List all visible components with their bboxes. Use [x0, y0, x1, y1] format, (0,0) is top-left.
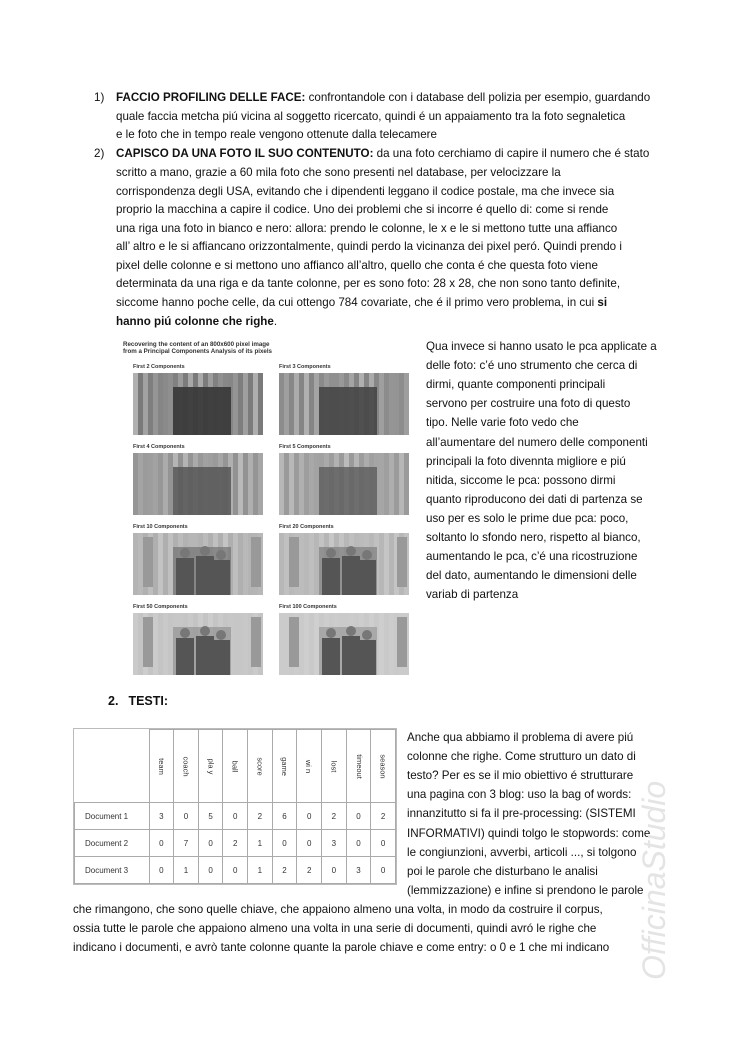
column-word: game	[280, 756, 290, 776]
table-cell: 2	[321, 803, 346, 830]
testi-full-line: che rimangono, che sono quelle chiave, che appaiono almeno una volta, in modo da costruire il corpus,	[73, 903, 603, 916]
table-corner	[75, 730, 150, 803]
list-item-2-line-8: determinata da una riga e da tante colonne, per es sono foto: 28 x 28, che non sono tanto definite,	[116, 277, 621, 290]
table-cell: 0	[297, 803, 322, 830]
pca-text-line: soltanto lo sfondo nero, rispetto al bianco,	[426, 531, 641, 544]
pca-panel	[133, 524, 263, 595]
watermark-text: OfficinaStudio	[636, 780, 672, 980]
figure-title-line-1: Recovering the content of an 800x600 pixel image	[123, 341, 270, 348]
table-cell: 2	[223, 830, 248, 857]
testi-side-line: le congiunzioni, avverbi, articoli ..., si tolgono	[407, 845, 637, 859]
testi-side-line: innanzitutto si fa il pre-processing: (SISTEMI	[407, 807, 636, 821]
table-cell: 0	[149, 830, 174, 857]
row-label: Document 1	[75, 803, 150, 830]
table-cell: 2	[297, 857, 322, 884]
pca-panel-label: First 5 Components	[279, 444, 331, 450]
pca-panel-image	[133, 613, 263, 675]
testi-full-line: indicano i documenti, e avrò tante colonne quante la parole chiave e come entry: o 0 e 1 che mi indicano	[73, 941, 610, 955]
table-cell: 1	[248, 830, 273, 857]
list-item-2-line-3: corrispondenza degli USA, evitando che i dipendenti leggano il codice postale, ma che invece sia	[116, 185, 615, 198]
table-row	[75, 857, 396, 884]
table-cell: 2	[272, 857, 297, 884]
figure-title	[123, 341, 272, 355]
table-cell: 0	[223, 803, 248, 830]
pca-text-line: nitida, siccome le pca: possono dirmi	[426, 473, 616, 487]
list-item-1-text-1: confrontandole con i database dell polizia per esempio, guardando	[305, 91, 651, 104]
table-cell: 1	[174, 857, 199, 884]
bag-of-words-table	[73, 728, 397, 885]
pca-text-line: all’aumentare del numero delle componenti	[426, 435, 648, 449]
section-title: TESTI:	[128, 694, 169, 708]
table-row	[75, 830, 396, 857]
list-item-2-text-9: siccome hanno poche celle, da cui ottengo 784 covariate, che é il primo vero problema, in cui	[116, 296, 598, 309]
pca-text-line: aumentando le pca, c’é una ricostruzione	[426, 550, 638, 564]
row-label: Document 2	[75, 830, 150, 857]
testi-side-line: colonne che righe. Come strutturo un dato di	[407, 750, 636, 764]
pca-text-line: servono per costruire una foto di questo	[426, 397, 631, 411]
table-column-header	[149, 730, 174, 803]
pca-panel-label: First 10 Components	[133, 524, 188, 530]
column-word: wi n	[304, 759, 314, 773]
pca-panel-image	[279, 613, 409, 675]
testi-side-line: INFORMATIVI) quindi tolgo le stopwords: come	[407, 826, 651, 840]
row-label: Document 3	[75, 857, 150, 884]
section-heading-testi	[108, 694, 178, 708]
pca-panel-label: First 2 Components	[133, 364, 185, 370]
column-word: score	[255, 756, 265, 776]
pca-panel	[279, 364, 409, 435]
pca-reconstruction-figure	[117, 339, 411, 685]
testi-side-line: (lemmizzazione) e infine si prendono le parole	[407, 883, 644, 897]
testi-side-line: testo? Per es se il mio obiettivo é strutturare	[407, 769, 634, 783]
column-word: coach	[181, 755, 191, 777]
column-word: season	[378, 753, 388, 779]
pca-text-line: del dato, aumentando le dimensioni delle	[426, 569, 637, 583]
pca-panel-label: First 4 Components	[133, 444, 185, 450]
pca-text-line: variab di partenza	[426, 588, 519, 602]
table-body	[75, 803, 396, 884]
list-item-1-line-2: quale faccia metcha piú vicina al soggetto ricercato, quindi é un appaiamento tra la foto segnaletica	[116, 110, 626, 123]
pca-panel	[133, 444, 263, 515]
table-column-header	[321, 730, 346, 803]
table-cell: 0	[297, 830, 322, 857]
pca-panel-image	[133, 453, 263, 515]
list-item-2-line-10	[116, 313, 277, 332]
pca-panel-label: First 100 Components	[279, 604, 337, 610]
list-item-2-bold-phrase: hanno piú colonne che righe	[116, 315, 274, 328]
pca-panel-image	[279, 453, 409, 515]
list-item-1-line-1	[116, 89, 650, 108]
table-header-row	[75, 730, 396, 803]
table-column-header	[248, 730, 273, 803]
pca-panel-image	[133, 373, 263, 435]
testi-side-line: poi le parole che disturbano le analisi	[407, 864, 598, 878]
list-item-1-heading: FACCIO PROFILING DELLE FACE:	[116, 91, 306, 104]
table-column-header	[346, 730, 371, 803]
table-column-header	[198, 730, 223, 803]
pca-panel-image	[279, 373, 409, 435]
table-cell: 0	[198, 857, 223, 884]
table-cell: 0	[198, 830, 223, 857]
pca-panel	[133, 364, 263, 435]
watermark	[610, 560, 670, 980]
table-cell: 3	[321, 830, 346, 857]
table-column-header	[223, 730, 248, 803]
pca-panel	[279, 444, 409, 515]
table-cell: 0	[346, 803, 371, 830]
list-item-1-line-3: e le foto che in tempo reale vengono ottenute dalla telecamere	[116, 128, 437, 141]
pca-text-line: Qua invece si hanno usato le pca applicate a	[426, 340, 657, 353]
table-cell: 0	[371, 830, 396, 857]
column-word: pla y	[206, 758, 216, 774]
pca-text-line: tipo. Nelle varie foto vedo che	[426, 416, 579, 430]
list-item-2-heading: CAPISCO DA UNA FOTO IL SUO CONTENUTO:	[116, 147, 374, 160]
section-number: 2.	[108, 694, 119, 708]
pca-text-line: delle foto: c’é uno strumento che cerca di	[426, 359, 638, 373]
pca-panel-image	[279, 533, 409, 595]
table-column-header	[297, 730, 322, 803]
pca-panel-image	[133, 533, 263, 595]
table-cell: 3	[346, 857, 371, 884]
list-number-1: 1)	[94, 91, 105, 104]
table-cell: 0	[346, 830, 371, 857]
pca-text-line: dirmi, quante componenti principali	[426, 378, 606, 392]
list-number-2: 2)	[94, 147, 105, 160]
pca-panel-label: First 20 Components	[279, 524, 334, 530]
column-word: timeout	[354, 753, 364, 779]
list-item-2-text-1: da una foto cerchiamo di capire il numero che é stato	[373, 147, 650, 160]
list-item-2-line-4: proprio la macchina a capire il codice. Uno dei problemi che si incorre é quello di: come si rende	[116, 203, 609, 216]
list-item-2-line-2: scritto a mano, grazie a 60 mila foto che sono presenti nel database, per velocizzare la	[116, 166, 561, 179]
pca-panel	[133, 604, 263, 675]
pca-panel	[279, 604, 409, 675]
figure-title-line-2: from a Principal Components Analysis of its pixels	[123, 348, 272, 355]
list-item-2-line-9	[116, 294, 607, 313]
table-cell: 5	[198, 803, 223, 830]
table-cell: 0	[223, 857, 248, 884]
pca-panel-label: First 50 Components	[133, 604, 188, 610]
list-item-2-text-10: .	[273, 315, 278, 328]
pca-panel	[279, 524, 409, 595]
table-cell: 0	[149, 857, 174, 884]
table-column-header	[272, 730, 297, 803]
table-cell: 3	[149, 803, 174, 830]
table-column-header	[174, 730, 199, 803]
testi-side-line: Anche qua abbiamo il problema di avere piú	[407, 731, 634, 744]
table-cell: 1	[248, 857, 273, 884]
column-word: lost	[329, 760, 339, 772]
table-cell: 6	[272, 803, 297, 830]
column-word: ball	[230, 760, 240, 772]
table-cell: 0	[174, 803, 199, 830]
column-word: team	[156, 757, 166, 775]
pca-text-line: principali la foto divennta migliore e piú	[426, 454, 626, 468]
pca-text-line: quanto riproducono dei dati di partenza se	[426, 492, 643, 506]
list-item-2-line-5: una riga una foto in bianco e nero: allora: prendo le colonne, le x e le si mettono tutte una affianco	[116, 222, 618, 235]
table-cell: 2	[371, 803, 396, 830]
table-cell: 0	[321, 857, 346, 884]
table-cell: 0	[272, 830, 297, 857]
pca-text-line: uso per es solo le prime due pca: poco,	[426, 511, 629, 525]
table-cell: 0	[371, 857, 396, 884]
pca-panel-label: First 3 Components	[279, 364, 331, 370]
testi-side-line: una pagina con 3 blog: uso la bag of words:	[407, 788, 632, 802]
list-item-2-line-1	[116, 145, 649, 164]
table-cell: 7	[174, 830, 199, 857]
testi-full-line: ossia tutte le parole che appaiono almeno una volta in una serie di documenti, quindi avró le righe che	[73, 922, 597, 936]
list-item-2-tail-bold: si	[597, 296, 608, 309]
list-item-2-line-7: pixel delle colonne e si mettono uno affianco all’altro, quello che conta é che questa foto viene	[116, 259, 598, 272]
table-row	[75, 803, 396, 830]
table-cell: 2	[248, 803, 273, 830]
list-item-2-line-6: all’ altro e le si affiancano orizzontalmente, quindi perdo la vicinanza dei pixel peró. Quindi prendo i	[116, 240, 622, 253]
table-column-header	[371, 730, 396, 803]
